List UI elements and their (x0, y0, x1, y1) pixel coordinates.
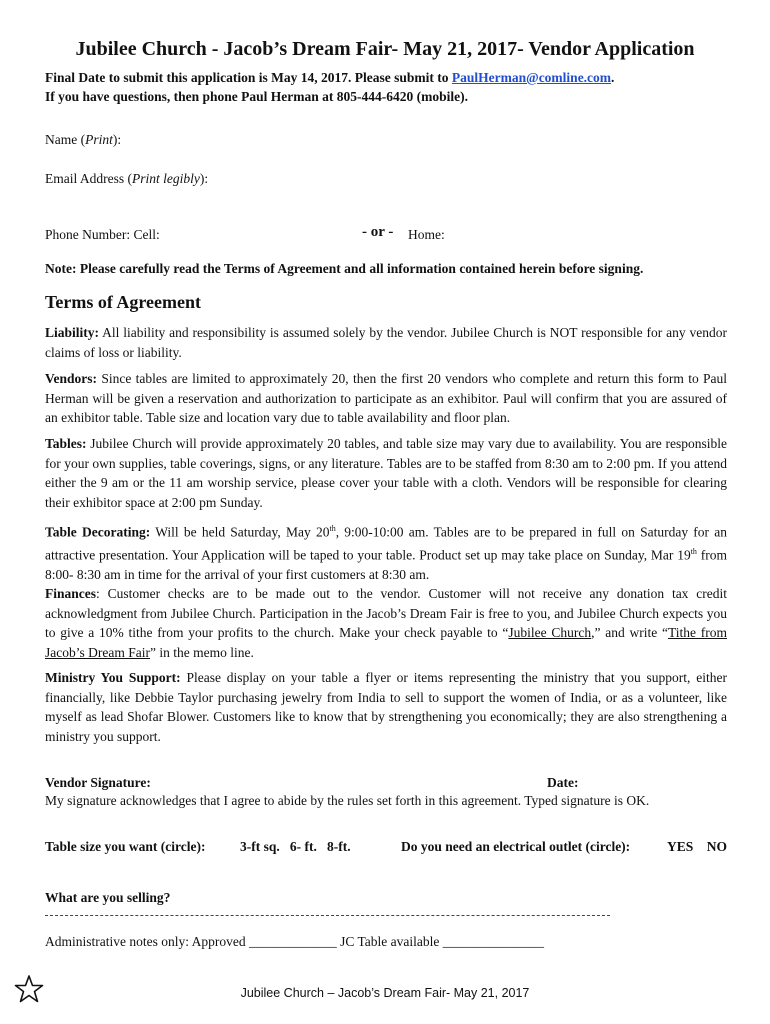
admin-notes: Administrative notes only: Approved _____________ JC Table available _______________ (45, 934, 544, 949)
read-terms-note: Note: Please carefully read the Terms of Agreement and all information contained herein before signing. (45, 261, 644, 276)
cell-phone-field[interactable]: Phone Number: Cell: (45, 227, 160, 242)
electrical-outlet-label: Do you need an electrical outlet (circle): (401, 839, 631, 854)
contact-phone-text: If you have questions, then phone Paul Herman at 805-444-6420 (mobile). (45, 89, 469, 104)
email-field[interactable]: Email Address (Print legibly): (45, 171, 209, 186)
name-field[interactable]: Name (Print): (45, 132, 122, 147)
signature-acknowledgment: My signature acknowledges that I agree to abide by the rules set forth in this agreement. Typed signature is OK. (45, 793, 650, 808)
table-decorating-section: Table Decorating: Will be held Saturday, May 20th, 9:00-10:00 am. Tables are to be prepared in full on Saturday for an attractive presentation. Your Application will be taped to your table. Product set up may take place on Sunday, Mar 19th from 8:00- 8:30 am in time for the arrival of your first customers at 8:30 am. (45, 524, 727, 582)
electrical-outlet-options[interactable]: YES NO (667, 839, 728, 854)
tables-section: Tables: Jubilee Church will provide approximately 20 tables, and table size may vary due to availability. You are responsible for your own supplies, table coverings, signs, or any literature. Tables are to be staffed from 8:30 am to 2:00 pm. If you attend either the 9 am or the 11 am worship service, please cover your table with a cloth. Vendors will be responsible for clearing their exhibitor space at 2:00 pm Sunday. (45, 436, 727, 510)
finances-section: Finances: Customer checks are to be made out to the vendor. Customer will not receive any donation tax credit acknowledgment from Jubilee Church. Participation in the Jacob’s Dream Fair is free to you, and Jubilee Church expects you to give a 10% tithe from your profits to the church. Make your check payable to “Jubilee Church,” and write “Tithe from Jacob’s Dream Fair” in the memo line. (45, 586, 727, 660)
terms-heading: Terms of Agreement (45, 292, 201, 312)
selling-field[interactable]: What are you selling? (45, 890, 171, 905)
liability-section: Liability: All liability and responsibility is assumed solely by the vendor. Jubilee Church is NOT responsible for any vendor claims of loss or liability. (45, 325, 727, 360)
page-title: Jubilee Church - Jacob’s Dream Fair- May 21, 2017- Vendor Application (75, 38, 695, 60)
page-footer: Jubilee Church – Jacob’s Dream Fair- May 21, 2017 (240, 986, 530, 1000)
table-size-label: Table size you want (circle): (45, 839, 206, 854)
vendor-signature-field[interactable]: Vendor Signature: (45, 775, 151, 790)
submission-instructions: Final Date to submit this application is May 14, 2017. Please submit to PaulHerman@comline.com. (45, 70, 615, 85)
table-size-options[interactable]: 3-ft sq. 6- ft. 8-ft. (240, 839, 351, 854)
home-phone-field[interactable]: Home: (408, 227, 445, 242)
or-separator: - or - (362, 224, 394, 240)
contact-email-link[interactable]: PaulHerman@comline.com (451, 70, 612, 85)
date-field[interactable]: Date: (547, 775, 579, 790)
admin-divider (45, 915, 610, 916)
ministry-section: Ministry You Support: Please display on your table a flyer or items representing the ministry that you support, either financially, like Debbie Taylor purchasing jewelry from India to sell to support the women of India, or as a volunteer, like myself as lead Shofar Blower. Customers like to know that by strengthening you economically; they are also strengthening a ministry you support. (45, 670, 727, 744)
deadline-text: Final Date to submit this application is May 14, 2017. Please submit to (45, 70, 452, 85)
vendors-section: Vendors: Since tables are limited to approximately 20, then the first 20 vendors who complete and return this form to Paul Herman will be given a reservation and authorization to participate as an exhibitor. Paul will confirm that you are assured of an exhibitor table. Table size and location vary due to table availability and floor plan. (45, 371, 727, 425)
